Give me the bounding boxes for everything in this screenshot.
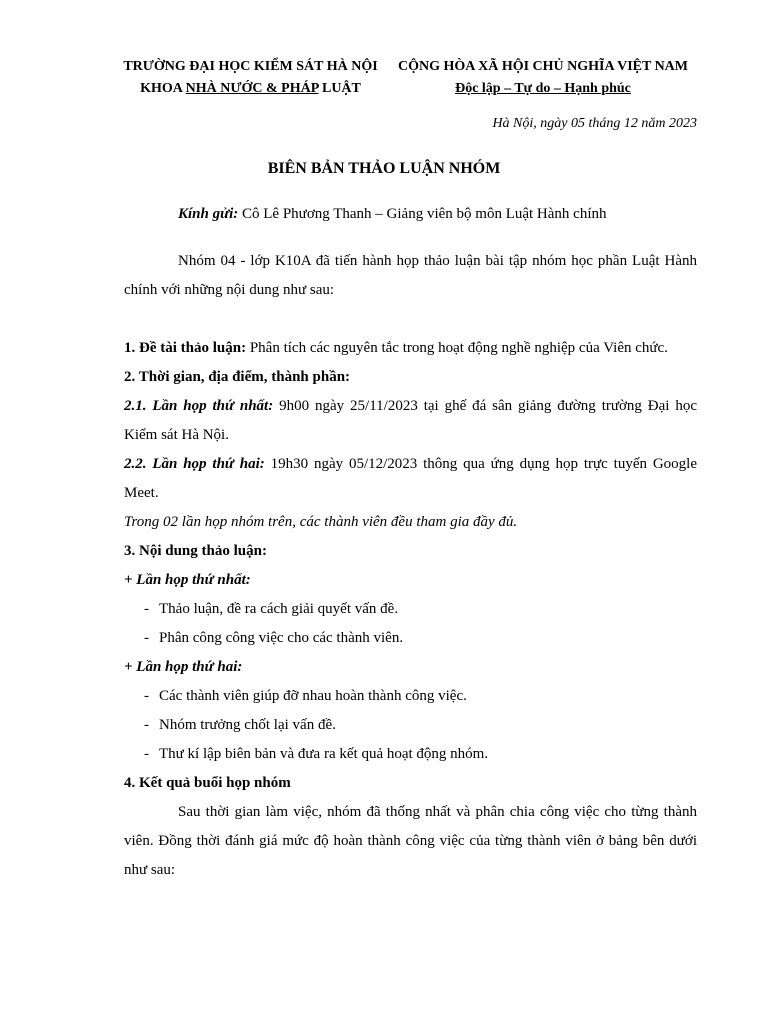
national-motto: Độc lập – Tự do – Hạnh phúc <box>455 81 631 96</box>
intro-paragraph: Nhóm 04 - lớp K10A đã tiến hành họp thảo luận bài tập nhóm học phần Luật Hành chính với những nội dung như sau: <box>124 253 697 298</box>
faculty-name: KHOA NHÀ NƯỚC & PHÁP LUẬT <box>140 81 361 96</box>
list-item: - Phân công công việc cho các thành viên. <box>144 630 404 646</box>
addressee: Kính gửi: Cô Lê Phương Thanh – Giảng viên bộ môn Luật Hành chính <box>178 206 607 222</box>
document-title: BIÊN BẢN THẢO LUẬN NHÓM <box>267 160 501 177</box>
meeting-2-label: + Lần họp thứ hai: <box>124 659 243 675</box>
place-date: Hà Nội, ngày 05 tháng 12 năm 2023 <box>492 116 697 131</box>
attendance-note: Trong 02 lần họp nhóm trên, các thành viên đều tham gia đầy đủ. <box>124 514 518 530</box>
university-name: TRƯỜNG ĐẠI HỌC KIỂM SÁT HÀ NỘI <box>123 59 378 74</box>
document-header <box>0 56 768 100</box>
list-item: - Các thành viên giúp đỡ nhau hoàn thành công việc. <box>144 688 467 704</box>
spacer <box>124 305 697 334</box>
section-4-paragraph: Sau thời gian làm việc, nhóm đã thống nhất và phân chia công việc cho từng thành viên. Đồng thời đánh giá mức độ hoàn thành công việc của từng thành viên ở bảng bên dưới như sau: <box>124 804 697 878</box>
section-4-heading: 4. Kết quả buổi họp nhóm <box>124 775 291 791</box>
national-motto-block <box>388 56 698 100</box>
section-1: 1. Đề tài thảo luận: Phân tích các nguyên tắc trong hoạt động nghề nghiệp của Viên chức. <box>124 340 668 356</box>
section-3-heading: 3. Nội dung thảo luận: <box>124 543 267 559</box>
document-body <box>124 247 697 885</box>
meeting-2-info: 2.2. Lần họp thứ hai: 19h30 ngày 05/12/2023 thông qua ứng dụng họp trực tuyến Google Meet. <box>124 456 697 501</box>
meeting-1-info: 2.1. Lần họp thứ nhất: 9h00 ngày 25/11/2023 tại ghế đá sân giảng đường trường Đại học Kiểm sát Hà Nội. <box>124 398 697 443</box>
list-item: - Thảo luận, đề ra cách giải quyết vấn đề. <box>144 601 399 617</box>
list-item: - Nhóm trưởng chốt lại vấn đề. <box>144 717 336 733</box>
institution-block <box>118 56 383 100</box>
list-item: - Thư kí lập biên bản và đưa ra kết quả hoạt động nhóm. <box>144 746 489 762</box>
country-name: CỘNG HÒA XÃ HỘI CHỦ NGHĨA VIỆT NAM <box>397 59 688 74</box>
meeting-1-label: + Lần họp thứ nhất: <box>124 572 251 588</box>
section-2-heading: 2. Thời gian, địa điểm, thành phần: <box>124 369 351 385</box>
